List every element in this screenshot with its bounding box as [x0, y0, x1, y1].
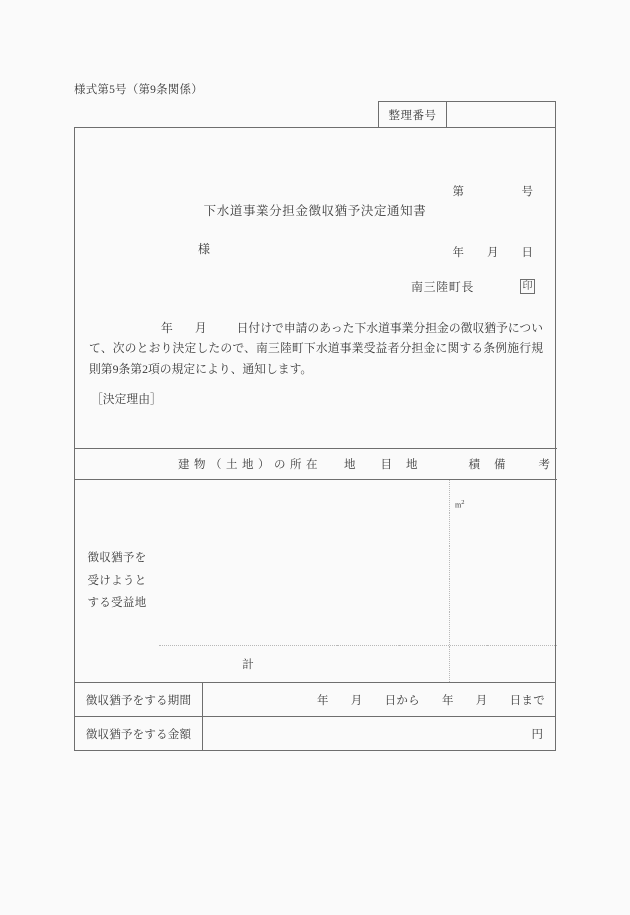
body-line3: 項の規定により、通知します。 — [148, 361, 313, 376]
header-land-kind: 地 目 — [337, 449, 399, 480]
body-year: 年 — [161, 321, 173, 335]
cell-land-area[interactable] — [399, 546, 487, 579]
total-land-kind — [337, 646, 399, 683]
currency-unit: 円 — [531, 728, 543, 741]
cell-land-kind[interactable] — [337, 513, 399, 546]
body-paragraph — [89, 318, 543, 379]
cell-remarks[interactable] — [487, 480, 557, 514]
cell-location[interactable] — [159, 513, 337, 546]
issuer-name: 南三陸町長 — [410, 280, 474, 294]
cell-location[interactable] — [159, 579, 337, 612]
total-label: 計 — [159, 646, 337, 683]
cell-land-kind[interactable] — [337, 480, 399, 514]
header-location: 建物（土地）の所在 — [159, 449, 337, 480]
document-title: 下水道事業分担金徴収猶予決定通知書 — [203, 204, 427, 218]
cell-remarks[interactable] — [487, 546, 557, 579]
area-unit: $m^2$ — [455, 499, 465, 510]
deferral-period-row — [75, 682, 555, 716]
deferral-period-label: 徴収猶予をする期間 — [75, 683, 203, 716]
body-line1: 日付けで申請のあった下水道事業分担金の徴収猶予について、次 — [89, 321, 543, 356]
header-remarks: 備 考 — [487, 449, 557, 480]
cell-remarks[interactable] — [487, 513, 557, 546]
document-frame — [74, 127, 556, 751]
document-number-line: 第 号 — [452, 186, 533, 199]
deferral-amount-row — [75, 716, 555, 750]
seal-stamp-icon: 印 — [520, 279, 535, 294]
document-header-area — [75, 128, 555, 448]
body-month: 月 — [194, 321, 207, 335]
cell-land-kind[interactable] — [337, 612, 399, 646]
deferral-period-value[interactable] — [203, 683, 555, 716]
cell-remarks[interactable] — [487, 579, 557, 612]
total-land-area[interactable] — [399, 646, 487, 683]
deferral-amount-label: 徴収猶予をする金額 — [75, 717, 203, 750]
deferral-period-placeholders: 年 月 日から 年 月 日まで — [316, 694, 545, 707]
body-line2: のとおり決定したので、南三陸町下水道事業受益者分担金に関する条例施行規則第9条第2 — [89, 341, 543, 376]
cell-land-area[interactable] — [399, 513, 487, 546]
addressee-line: 様 — [198, 242, 211, 256]
reference-number-box — [378, 101, 556, 127]
cell-location[interactable] — [159, 480, 337, 514]
header-blank-cell — [75, 449, 159, 480]
table-header-row — [75, 449, 557, 480]
table-row — [75, 480, 557, 514]
deferral-amount-value[interactable] — [203, 717, 555, 750]
document-date-line: 年 月 日 — [452, 246, 533, 259]
header-land-area: 地 積 — [399, 449, 487, 480]
cell-land-area[interactable] — [399, 612, 487, 646]
issuer-block — [411, 278, 535, 295]
beneficiary-land-table — [75, 448, 557, 682]
cell-location[interactable] — [159, 612, 337, 646]
cell-land-kind[interactable] — [337, 579, 399, 612]
reference-number-input[interactable] — [447, 102, 555, 127]
cell-remarks[interactable] — [487, 612, 557, 646]
decision-reason-label: ［決定理由］ — [91, 392, 162, 406]
cell-location[interactable] — [159, 546, 337, 579]
reference-number-label: 整理番号 — [379, 102, 447, 127]
total-remarks — [487, 646, 557, 683]
form-number: 様式第5号（第9条関係） — [74, 84, 203, 96]
cell-land-area[interactable] — [399, 480, 487, 514]
cell-land-area[interactable] — [399, 579, 487, 612]
row-group-label: 徴収猶予を 受けようと する受益地 — [87, 552, 147, 610]
cell-land-kind[interactable] — [337, 546, 399, 579]
